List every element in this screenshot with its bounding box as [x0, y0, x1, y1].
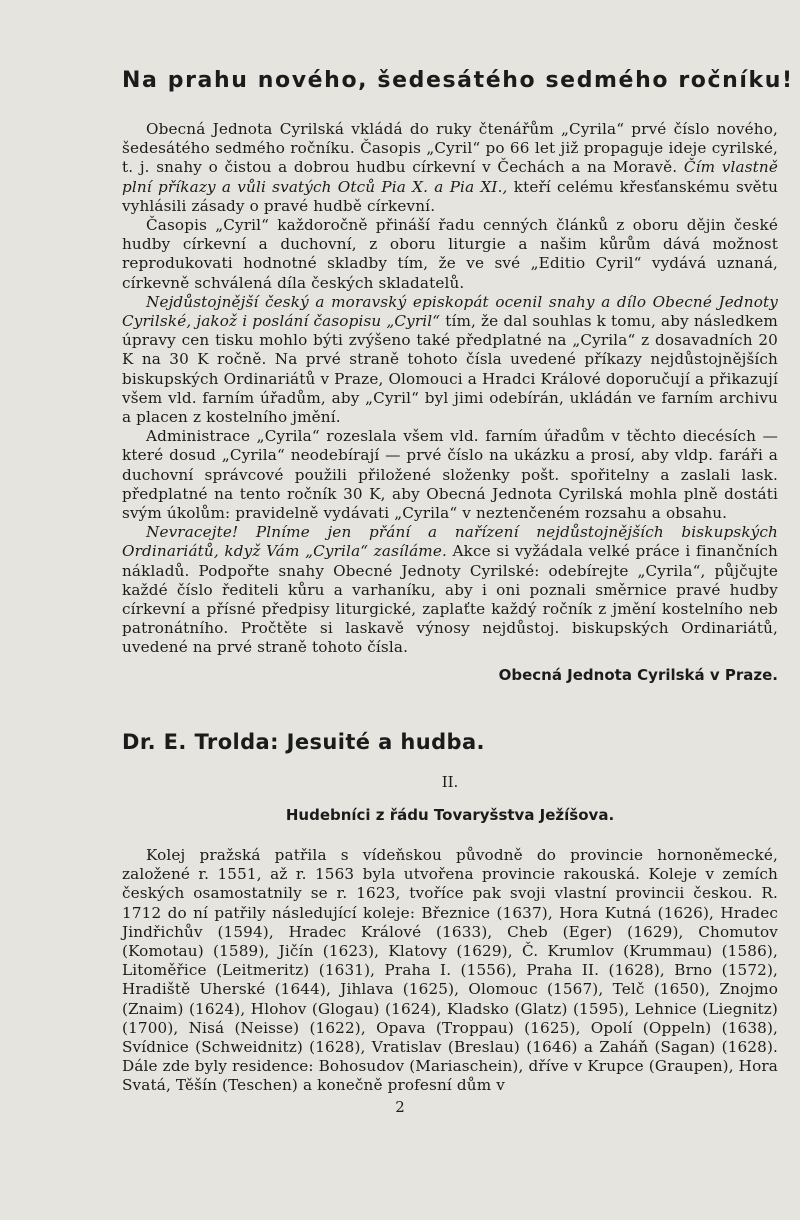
article-2-body: [122, 846, 778, 1096]
text-run: Časopis „Cyril“ každoročně přináší řadu cenných článků z oboru dějin české hudby církevní a duchovní, z oboru liturgie a našim kůrům dává možnost reprodukovati hodnotné skladby tím, že ve své „Editio Cyril“ vydává uznaná, církevně schválená díla českých skladatelů.: [122, 216, 778, 292]
article-1-paragraph: [122, 523, 778, 657]
article-2-paragraph: Kolej pražská patřila s vídeňskou původně do provincie hornoněmecké, založené r. 1551, až r. 1563 byla utvořena provincie rakouská. Koleje v zemích českých osamostatnily se r. 1623, tvoříce pak svoji vlastní provincii českou. R. 1712 do ní patřily následující koleje: Březnice (1637), Hora Kutná (1626), Hradec Jindřichův (1594), Hradec Králové (1633), Cheb (Eger) (1629), Chomutov (Komotau) (1589), Jičín (1623), Klatovy (1629), Č. Krumlov (Krummau) (1586), Litoměřice (Leitmeritz) (1631), Praha I. (1556), Praha II. (1628), Brno (1572), Hradiště Uherské (1644), Jihlava (1625), Olomouc (1567), Telč (1650), Znojmo (Znaim) (1624), Hlohov (Glogau) (1624), Kladsko (Glatz) (1595), Lehnice (Liegnitz) (1700), Nisá (Neisse) (1622), Opava (Troppau) (1625), Opolí (Oppeln) (1638), Svídnice (Schweidnitz) (1628), Vratislav (Breslau) (1646) a Zaháň (Sagan) (1628). Dále zde byly residence: Bohosudov (Mariaschein), dříve v Krupce (Graupen), Hora Svatá, Těšín (Teschen) a konečně profesní dům v: [122, 846, 778, 1095]
text-run: Akce si vyžádala velké práce i finančních nákladů. Podpořte snahy Obecné Jednoty Cyrilské: odebírejte „Cyrila“, půjčujte každé číslo řediteli kůru a varhaníku, aby i oni poznali směrnice pravé hudby církevní a přísné předpisy liturgické, zaplaťte každý ročník z jmění kostelního neb patronátního. Pročtěte si laskavě výnosy nejdůstoj. biskupských Ordinariátů, uvedené na prvé straně tohoto čísla.: [122, 542, 778, 657]
article-2-part-block: [122, 773, 778, 791]
article-1-signature-block: [122, 666, 778, 684]
article-2-heading: [122, 730, 778, 754]
text-run: tím, že dal souhlas k tomu, aby následkem úpravy cen tisku mohlo býti zvýšeno také předplatné na „Cyrila“ z dosavadních 20 K na 30 K ročně. Na prvé straně tohoto čísla uvedené příkazy nejdůstojnějších biskupských Ordinariátů v Praze, Olomouci a Hradci Králové doporučují a přikazují všem vld. farním úřadům, aby „Cyril“ byl jimi odebírán, ukládán ve farním archivu a placen z kostelního jmění.: [122, 312, 778, 427]
italic-text-run: Nevracejte! Plníme jen přání a nařízení nejdůstojnějších biskupských Ordinariátů, když Vám „Cyrila“ zasíláme.: [122, 523, 778, 561]
text-run: Obecná Jednota Cyrilská vkládá do ruky čtenářům „Cyrila“ prvé číslo nového, šedesátého sedmého ročníku. Časopis „Cyril“ po 66 let již propaguje ideje cyrilské, t. j. snahy o čistou a dobrou hudbu církevní v Čechách a na Moravě.: [122, 120, 778, 177]
italic-text-run: Nejdůstojnější český a moravský episkopát ocenil snahy a dílo Obecné Jednoty Cyrilské, jakož i poslání časopisu „Cyril“: [122, 292, 778, 331]
article-2-subtitle-block: [122, 806, 778, 824]
article-1-title: Na prahu nového, šedesátého sedmého ročníku!: [122, 68, 794, 93]
text-run: Administrace „Cyrila“ rozeslala všem vld. farním úřadům v těchto diecésích — které dosud „Cyrila“ neodebírají — prvé číslo na ukázku a prosí, aby vldp. faráři a duchovní správcové použili přiložené složenky pošt. spořitelny a zaslali lask. předplatné na tento ročník 30 K, aby Obecná Jednota Cyrilská mohla plně dostáti svým úkolům: pravidelně vydávati „Cyrila“ v neztenčeném rozsahu a obsahu.: [122, 427, 778, 523]
article-2-title: Dr. E. Trolda: Jesuité a hudba.: [122, 730, 485, 754]
article-1-paragraph: [122, 293, 778, 427]
page-number: 2: [395, 1098, 405, 1116]
article-1-paragraph: [122, 216, 778, 293]
article-1-body: [122, 120, 778, 658]
article-2-subtitle: Hudebníci z řádu Tovaryšstva Ježíšova.: [285, 806, 615, 824]
article-1: [122, 68, 794, 93]
article-1-paragraph: [122, 120, 778, 216]
article-1-paragraph: [122, 427, 778, 523]
italic-text-run: Čím vlastně plní příkazy a vůli svatých Otců Pia X. a Pia XI.,: [122, 158, 778, 196]
article-2-part-number: II.: [441, 773, 459, 791]
text-run: kteří celému křesťanskému světu vyhlásili zásady o pravé hudbě církevní.: [122, 177, 778, 215]
article-1-signature: Obecná Jednota Cyrilská v Praze.: [498, 666, 778, 684]
